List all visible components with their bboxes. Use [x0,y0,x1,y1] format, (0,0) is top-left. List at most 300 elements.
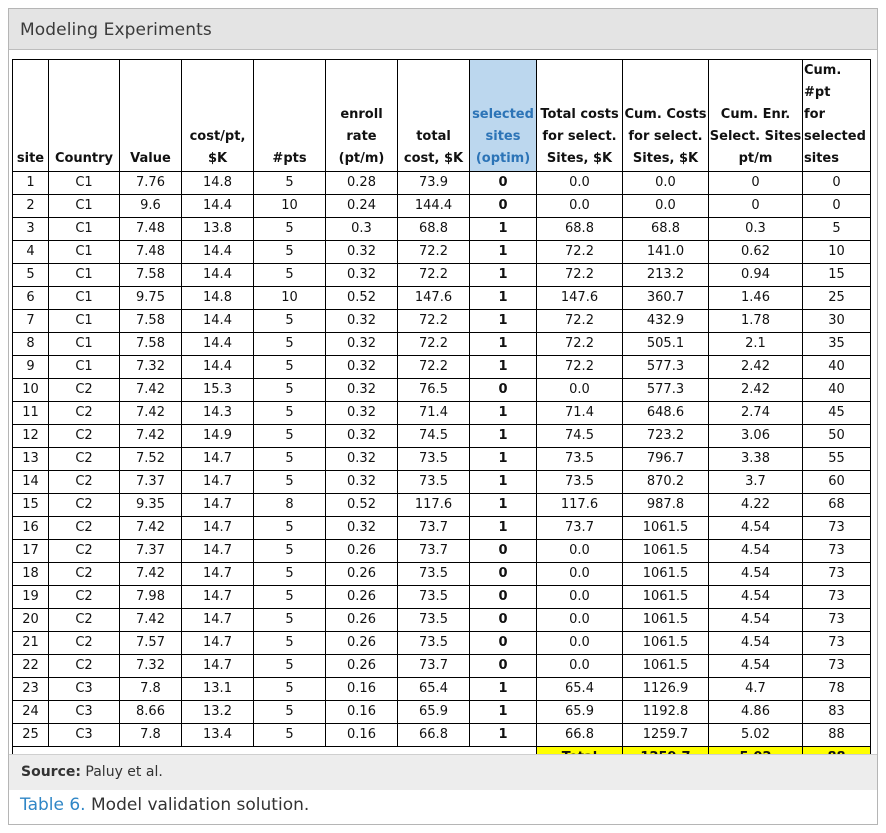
table-row [13,517,871,540]
cell-site: 8 [13,333,49,356]
cell-total-cost: 66.8 [398,724,470,747]
cell-cum-pts-selected: 0 [803,172,871,195]
cell-enroll-rate: 0.16 [326,678,398,701]
cell-cost-per-pt: 14.7 [182,586,254,609]
cell-cum-enr-selected: 4.54 [709,586,803,609]
cell-cum-enr-selected: 0.3 [709,218,803,241]
cell-cost-per-pt: 14.4 [182,310,254,333]
header-line: Cum. #pt [804,63,842,100]
cell-cost-per-pt: 14.7 [182,471,254,494]
cell-num-pts: 5 [254,517,326,540]
caption-label: Table 6. [20,795,86,815]
cell-value: 9.75 [120,287,182,310]
col-header-site [13,60,49,172]
cell-cost-per-pt: 14.9 [182,425,254,448]
cell-num-pts: 5 [254,701,326,724]
cell-cost-per-pt: 13.1 [182,678,254,701]
cell-total-cost: 65.4 [398,678,470,701]
table-row [13,333,871,356]
cell-cum-enr-selected: 3.06 [709,425,803,448]
cell-value: 7.37 [120,540,182,563]
cell-site: 5 [13,264,49,287]
cell-site: 24 [13,701,49,724]
cell-num-pts: 5 [254,172,326,195]
cell-total-cost: 73.5 [398,471,470,494]
cell-total-costs-selected: 71.4 [537,402,623,425]
col-header-selected-sites [470,60,537,172]
cell-total-cost: 73.5 [398,632,470,655]
cell-cum-enr-selected: 4.22 [709,494,803,517]
table-row [13,425,871,448]
cell-num-pts: 5 [254,264,326,287]
table-row [13,678,871,701]
cell-selected-sites: 0 [470,563,537,586]
cell-selected-sites: 1 [470,333,537,356]
cell-value: 7.42 [120,425,182,448]
header-line: selected [804,129,866,144]
cell-cost-per-pt: 14.7 [182,540,254,563]
cell-enroll-rate: 0.16 [326,724,398,747]
cell-total-cost: 73.5 [398,563,470,586]
cell-cum-pts-selected: 45 [803,402,871,425]
cell-cum-pts-selected: 73 [803,563,871,586]
cell-total-cost: 72.2 [398,310,470,333]
cell-country: C1 [49,264,120,287]
header-line: sites [485,129,521,144]
cell-total-costs-selected: 0.0 [537,632,623,655]
cell-value: 7.42 [120,402,182,425]
cell-num-pts: 5 [254,356,326,379]
cell-value: 7.98 [120,586,182,609]
cell-total-costs-selected: 0.0 [537,563,623,586]
cell-enroll-rate: 0.32 [326,379,398,402]
cell-selected-sites: 1 [470,218,537,241]
cell-selected-sites: 0 [470,586,537,609]
cell-cum-costs-selected: 1061.5 [623,586,709,609]
col-header-value [120,60,182,172]
table-caption [20,795,309,815]
cell-total-cost: 65.9 [398,701,470,724]
cell-site: 9 [13,356,49,379]
header-line: (pt/m) [338,151,385,166]
cell-total-costs-selected: 0.0 [537,540,623,563]
cell-site: 22 [13,655,49,678]
cell-enroll-rate: 0.26 [326,586,398,609]
cell-country: C2 [49,563,120,586]
cell-cum-pts-selected: 10 [803,241,871,264]
title-bar [9,9,877,50]
cell-enroll-rate: 0.26 [326,563,398,586]
table-row [13,264,871,287]
cell-selected-sites: 1 [470,425,537,448]
cell-site: 10 [13,379,49,402]
cell-selected-sites: 1 [470,356,537,379]
cell-enroll-rate: 0.32 [326,333,398,356]
cell-enroll-rate: 0.32 [326,310,398,333]
cell-site: 15 [13,494,49,517]
cell-total-costs-selected: 0.0 [537,172,623,195]
table-row [13,287,871,310]
header-line: cost/pt, [189,129,246,144]
cell-cum-pts-selected: 73 [803,517,871,540]
header-line: Sites, $K [632,151,699,166]
cell-selected-sites: 0 [470,195,537,218]
table-row [13,586,871,609]
cell-cum-costs-selected: 648.6 [623,402,709,425]
cell-cum-pts-selected: 68 [803,494,871,517]
table-row [13,195,871,218]
cell-site: 16 [13,517,49,540]
cell-cum-costs-selected: 1061.5 [623,517,709,540]
cell-total-costs-selected: 74.5 [537,425,623,448]
cell-cost-per-pt: 14.7 [182,655,254,678]
header-line: (optim) [475,151,531,166]
col-header-enroll-rate [326,60,398,172]
cell-cum-enr-selected: 2.42 [709,356,803,379]
cell-enroll-rate: 0.26 [326,609,398,632]
cell-enroll-rate: 0.26 [326,540,398,563]
table-row [13,632,871,655]
cell-num-pts: 8 [254,494,326,517]
header-line: Country [54,151,114,166]
header-line: rate [346,129,377,144]
cell-country: C1 [49,356,120,379]
cell-num-pts: 5 [254,310,326,333]
cell-country: C1 [49,241,120,264]
cell-cum-enr-selected: 4.54 [709,632,803,655]
cell-value: 8.66 [120,701,182,724]
cell-enroll-rate: 0.26 [326,632,398,655]
cell-value: 7.37 [120,471,182,494]
cell-enroll-rate: 0.24 [326,195,398,218]
cell-selected-sites: 0 [470,632,537,655]
cell-cum-pts-selected: 5 [803,218,871,241]
table-row [13,310,871,333]
header-line: Value [130,151,171,166]
header-line: Sites, $K [546,151,613,166]
cell-cum-enr-selected: 1.46 [709,287,803,310]
cell-cum-costs-selected: 1259.7 [623,724,709,747]
table-row [13,241,871,264]
cell-cum-pts-selected: 73 [803,609,871,632]
cell-total-costs-selected: 0.0 [537,609,623,632]
header-line: Cum. Costs [624,107,707,122]
cell-enroll-rate: 0.32 [326,241,398,264]
cell-total-cost: 68.8 [398,218,470,241]
cell-cost-per-pt: 14.4 [182,356,254,379]
cell-site: 14 [13,471,49,494]
cell-cost-per-pt: 13.8 [182,218,254,241]
col-header-cost-per-pt [182,60,254,172]
table-row [13,448,871,471]
cell-num-pts: 5 [254,563,326,586]
cell-cum-pts-selected: 73 [803,586,871,609]
cell-cost-per-pt: 13.2 [182,701,254,724]
cell-cum-enr-selected: 2.74 [709,402,803,425]
cell-enroll-rate: 0.16 [326,701,398,724]
cell-cost-per-pt: 14.7 [182,448,254,471]
cell-cum-enr-selected: 3.7 [709,471,803,494]
cell-cum-enr-selected: 0 [709,172,803,195]
cell-site: 23 [13,678,49,701]
cell-selected-sites: 1 [470,724,537,747]
cell-cost-per-pt: 14.7 [182,632,254,655]
cell-cum-pts-selected: 25 [803,287,871,310]
header-line: total [416,129,451,144]
cell-country: C2 [49,448,120,471]
cell-total-costs-selected: 73.5 [537,448,623,471]
cell-enroll-rate: 0.32 [326,402,398,425]
cell-selected-sites: 1 [470,402,537,425]
cell-total-cost: 73.7 [398,655,470,678]
table-body [13,172,871,747]
col-header-total-cost [398,60,470,172]
cell-total-costs-selected: 73.7 [537,517,623,540]
cell-cum-enr-selected: 5.02 [709,724,803,747]
cell-enroll-rate: 0.3 [326,218,398,241]
table-row [13,494,871,517]
cell-cost-per-pt: 14.8 [182,287,254,310]
cell-num-pts: 10 [254,287,326,310]
cell-country: C1 [49,333,120,356]
cell-cost-per-pt: 14.4 [182,333,254,356]
cell-country: C2 [49,586,120,609]
cell-value: 7.32 [120,356,182,379]
cell-total-cost: 73.5 [398,448,470,471]
cell-cum-enr-selected: 4.54 [709,540,803,563]
cell-num-pts: 5 [254,333,326,356]
table-row [13,724,871,747]
cell-selected-sites: 0 [470,172,537,195]
cell-cum-pts-selected: 73 [803,632,871,655]
cell-value: 7.8 [120,678,182,701]
header-line: selected [472,107,534,122]
cell-total-costs-selected: 72.2 [537,356,623,379]
figure-title: Modeling Experiments [20,20,212,40]
cell-cum-pts-selected: 40 [803,379,871,402]
cell-cum-pts-selected: 15 [803,264,871,287]
cell-selected-sites: 1 [470,494,537,517]
table-row [13,356,871,379]
cell-site: 13 [13,448,49,471]
cell-site: 19 [13,586,49,609]
cell-enroll-rate: 0.32 [326,471,398,494]
cell-cum-costs-selected: 1061.5 [623,655,709,678]
cell-cum-enr-selected: 3.38 [709,448,803,471]
cell-cum-costs-selected: 1061.5 [623,563,709,586]
cell-value: 7.52 [120,448,182,471]
cell-cum-pts-selected: 83 [803,701,871,724]
cell-cum-enr-selected: 1.78 [709,310,803,333]
cell-cost-per-pt: 14.3 [182,402,254,425]
cell-cum-pts-selected: 0 [803,195,871,218]
header-line: for select. [628,129,703,144]
cell-cum-enr-selected: 2.1 [709,333,803,356]
cell-enroll-rate: 0.32 [326,425,398,448]
cell-selected-sites: 1 [470,471,537,494]
cell-total-costs-selected: 72.2 [537,241,623,264]
cell-country: C2 [49,494,120,517]
table-row [13,540,871,563]
cell-value: 7.58 [120,264,182,287]
cell-site: 11 [13,402,49,425]
table-row [13,172,871,195]
cell-value: 7.42 [120,609,182,632]
cell-cost-per-pt: 14.7 [182,494,254,517]
col-header-num-pts [254,60,326,172]
cell-cum-enr-selected: 4.54 [709,655,803,678]
col-header-country [49,60,120,172]
cell-total-costs-selected: 68.8 [537,218,623,241]
cell-site: 3 [13,218,49,241]
table-row [13,218,871,241]
cell-cum-enr-selected: 0.62 [709,241,803,264]
cell-total-costs-selected: 65.4 [537,678,623,701]
cell-selected-sites: 1 [470,264,537,287]
cell-cum-costs-selected: 0.0 [623,195,709,218]
cell-site: 6 [13,287,49,310]
header-line: Select. Sites [709,129,802,144]
cell-total-cost: 74.5 [398,425,470,448]
cell-cum-costs-selected: 141.0 [623,241,709,264]
header-line: $K [207,151,228,166]
source-label: Source: [21,764,81,780]
cell-total-cost: 147.6 [398,287,470,310]
cell-total-cost: 144.4 [398,195,470,218]
cell-selected-sites: 1 [470,678,537,701]
cell-cost-per-pt: 14.4 [182,264,254,287]
header-line: for select. [542,129,617,144]
cell-total-costs-selected: 0.0 [537,195,623,218]
cell-num-pts: 5 [254,609,326,632]
cell-cum-costs-selected: 1061.5 [623,632,709,655]
cell-total-costs-selected: 0.0 [537,655,623,678]
table-row [13,402,871,425]
cell-value: 7.48 [120,241,182,264]
cell-total-cost: 73.9 [398,172,470,195]
cell-cum-costs-selected: 360.7 [623,287,709,310]
cell-value: 7.58 [120,310,182,333]
cell-cum-pts-selected: 50 [803,425,871,448]
cell-cum-costs-selected: 577.3 [623,356,709,379]
cell-enroll-rate: 0.32 [326,517,398,540]
table-figure [8,8,878,825]
cell-total-costs-selected: 117.6 [537,494,623,517]
table-container [12,59,871,770]
cell-site: 20 [13,609,49,632]
cell-country: C2 [49,425,120,448]
cell-cum-costs-selected: 0.0 [623,172,709,195]
table-row [13,471,871,494]
cell-selected-sites: 1 [470,517,537,540]
cell-site: 2 [13,195,49,218]
header-line: Cum. Enr. [720,107,791,122]
cell-country: C3 [49,678,120,701]
cell-cost-per-pt: 14.7 [182,563,254,586]
cell-total-cost: 73.5 [398,609,470,632]
cell-cum-pts-selected: 40 [803,356,871,379]
cell-cum-enr-selected: 4.54 [709,609,803,632]
cell-cum-enr-selected: 0 [709,195,803,218]
cell-total-costs-selected: 65.9 [537,701,623,724]
cell-cum-costs-selected: 1061.5 [623,540,709,563]
header-row [13,60,871,172]
cell-cost-per-pt: 13.4 [182,724,254,747]
col-header-total-costs-selected [537,60,623,172]
cell-country: C2 [49,402,120,425]
cell-cum-enr-selected: 2.42 [709,379,803,402]
cell-total-costs-selected: 66.8 [537,724,623,747]
cell-enroll-rate: 0.26 [326,655,398,678]
cell-num-pts: 5 [254,724,326,747]
cell-cost-per-pt: 14.7 [182,609,254,632]
cell-cum-pts-selected: 73 [803,655,871,678]
cell-total-cost: 117.6 [398,494,470,517]
cell-cum-pts-selected: 55 [803,448,871,471]
cell-cum-costs-selected: 1061.5 [623,609,709,632]
cell-num-pts: 10 [254,195,326,218]
cell-value: 7.58 [120,333,182,356]
cell-total-costs-selected: 0.0 [537,586,623,609]
cell-num-pts: 5 [254,471,326,494]
cell-selected-sites: 0 [470,609,537,632]
cell-enroll-rate: 0.52 [326,494,398,517]
cell-site: 7 [13,310,49,333]
cell-selected-sites: 1 [470,701,537,724]
cell-total-cost: 72.2 [398,356,470,379]
cell-country: C3 [49,701,120,724]
cell-total-cost: 73.5 [398,586,470,609]
cell-cum-costs-selected: 505.1 [623,333,709,356]
table-row [13,379,871,402]
cell-selected-sites: 1 [470,241,537,264]
cell-cum-pts-selected: 35 [803,333,871,356]
cell-cost-per-pt: 14.4 [182,195,254,218]
table-row [13,609,871,632]
cell-cum-costs-selected: 213.2 [623,264,709,287]
header-line: site [16,151,45,166]
cell-total-costs-selected: 72.2 [537,310,623,333]
cell-country: C2 [49,540,120,563]
table-row [13,655,871,678]
cell-country: C1 [49,195,120,218]
cell-total-costs-selected: 73.5 [537,471,623,494]
cell-cum-costs-selected: 432.9 [623,310,709,333]
cell-num-pts: 5 [254,402,326,425]
cell-cum-costs-selected: 1192.8 [623,701,709,724]
cell-num-pts: 5 [254,632,326,655]
cell-cum-pts-selected: 88 [803,724,871,747]
cell-value: 7.76 [120,172,182,195]
cell-value: 9.35 [120,494,182,517]
cell-total-costs-selected: 147.6 [537,287,623,310]
col-header-cum-enr-selected [709,60,803,172]
cell-selected-sites: 1 [470,310,537,333]
cell-cum-enr-selected: 4.7 [709,678,803,701]
cell-country: C2 [49,471,120,494]
cell-country: C2 [49,609,120,632]
cell-total-cost: 71.4 [398,402,470,425]
source-note [21,764,163,780]
cell-cum-costs-selected: 723.2 [623,425,709,448]
cell-country: C2 [49,632,120,655]
cell-num-pts: 5 [254,425,326,448]
cell-site: 25 [13,724,49,747]
header-line: sites [804,151,839,166]
cell-country: C3 [49,724,120,747]
cell-value: 7.48 [120,218,182,241]
cell-num-pts: 5 [254,448,326,471]
